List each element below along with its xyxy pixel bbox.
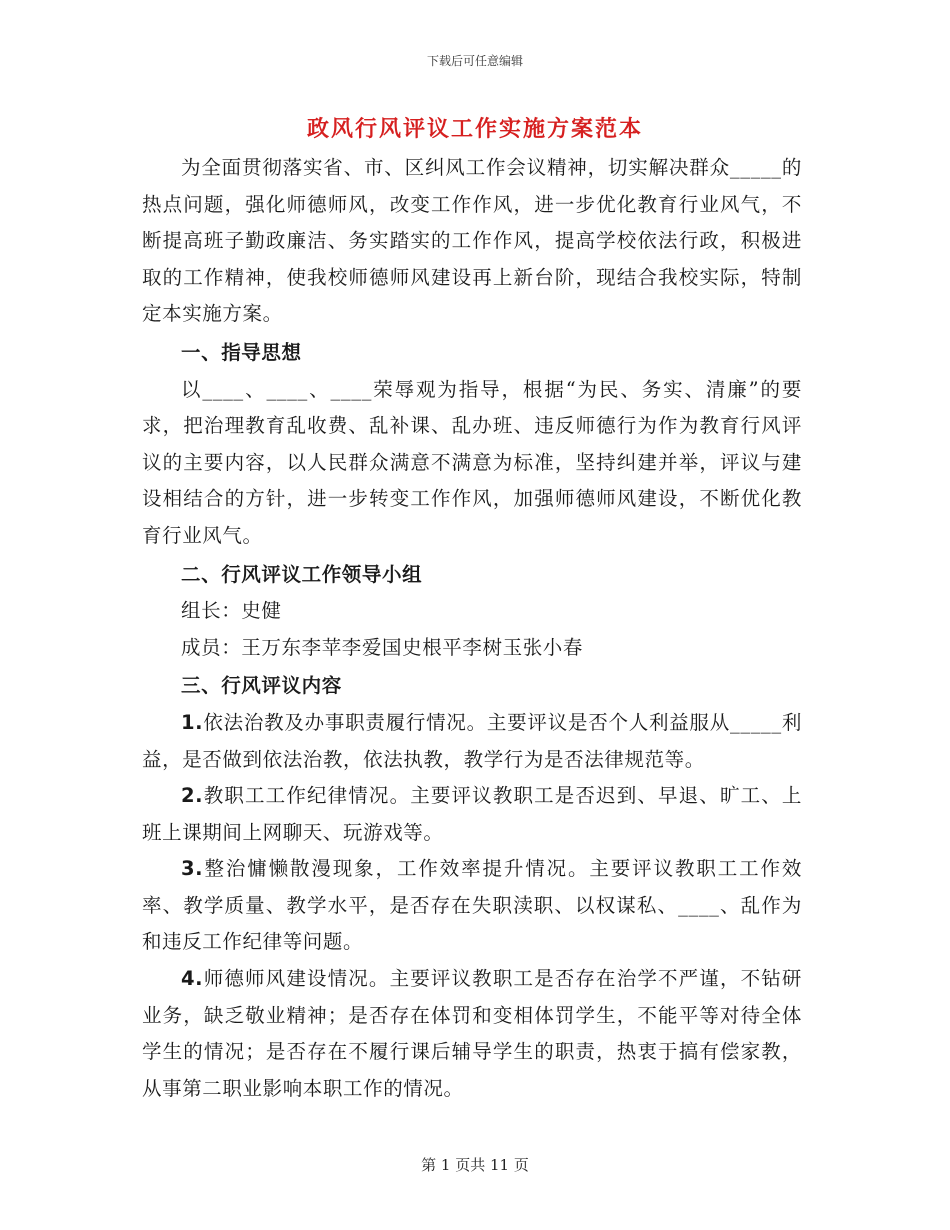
item-number: 3. <box>181 857 204 881</box>
item-text: 整治慵懒散漫现象，工作效率提升情况。主要评议教职工工作效率、教学质量、教学水平，是否存在失职渎职、以权谋私、____、乱作为和违反工作纪律等问题。 <box>142 857 802 954</box>
item-number: 1. <box>181 710 204 734</box>
group-members-line: 成员：王万东李苹李爱国史根平李树玉张小春 <box>181 635 584 659</box>
header-note: 下载后可任意编辑 <box>426 54 523 68</box>
document-body <box>142 150 802 1107</box>
item-text: 依法治教及办事职责履行情况。主要评议是否个人利益服从_____利益，是否做到依法治教，依法执教，教学行为是否法律规范等。 <box>142 710 802 771</box>
section-heading-guiding-ideology: 一、指导思想 <box>181 340 302 364</box>
section-heading-evaluation-content: 三、行风评议内容 <box>181 674 342 698</box>
section-heading-leadership-group: 二、行风评议工作领导小组 <box>181 562 423 586</box>
evaluation-item <box>142 961 802 1107</box>
evaluation-item <box>142 851 802 961</box>
evaluation-item <box>142 705 802 778</box>
intro-paragraph: 为全面贯彻落实省、市、区纠风工作会议精神，切实解决群众_____的热点问题，强化师德师风，改变工作作风，进一步优化教育行业风气，不断提高班子勤政廉洁、务实踏实的工作作风，提高学校依法行政，积极进取的工作精神，使我校师德师风建设再上新台阶，现结合我校实际，特制定本实施方案。 <box>142 156 802 326</box>
item-text: 师德师风建设情况。主要评议教职工是否存在治学不严谨，不钻研业务，缺乏敬业精神；是否存在体罚和变相体罚学生，不能平等对待全体学生的情况；是否存在不履行课后辅导学生的职责，热衷于搞有偿家教，从事第二职业影响本职工作的情况。 <box>142 967 802 1100</box>
evaluation-item <box>142 778 802 851</box>
item-number: 2. <box>181 784 204 808</box>
item-number: 4. <box>181 967 204 991</box>
guiding-ideology-paragraph: 以____、____、____荣辱观为指导，根据“为民、务实、清廉”的要求，把治理教育乱收费、乱补课、乱办班、违反师德行为作为教育行风评议的主要内容，以人民群众满意不满意为标准，坚持纠建并举，评议与建设相结合的方针，进一步转变工作作风，加强师德师风建设，不断优化教育行业风气。 <box>142 377 802 547</box>
page-footer: 第 1 页共 11 页 <box>421 1156 529 1174</box>
item-text: 教职工工作纪律情况。主要评议教职工是否迟到、早退、旷工、上班上课期间上网聊天、玩游戏等。 <box>142 784 802 844</box>
document-title: 政风行风评议工作实施方案范本 <box>306 116 643 142</box>
group-leader-line: 组长：史健 <box>181 599 282 623</box>
